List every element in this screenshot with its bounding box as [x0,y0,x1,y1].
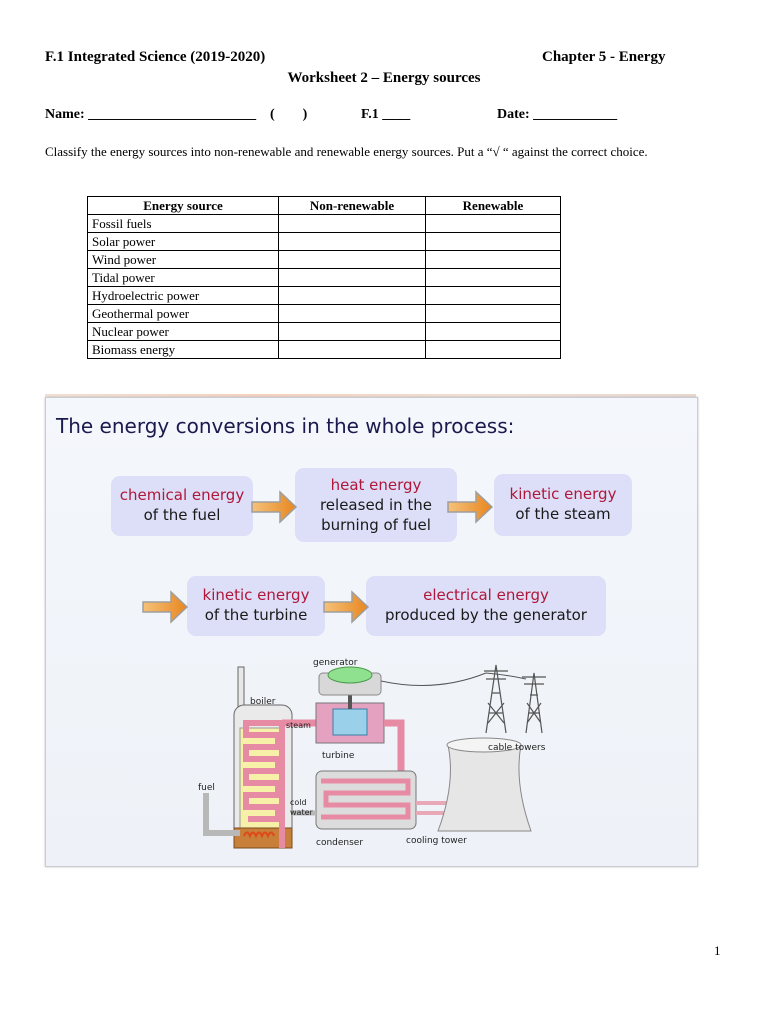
row-label: Geothermal power [88,305,279,323]
cold-label: cold [290,798,307,807]
cable-tower-icon [484,665,546,733]
worksheet-title: Worksheet 2 – Energy sources [287,70,481,86]
non-renewable-cell[interactable] [279,287,426,305]
renewable-cell[interactable] [426,323,561,341]
table-row [88,233,561,251]
step-main-text: chemical energy [119,486,245,504]
table-header-row [88,197,561,215]
table-row [88,269,561,287]
table-row [88,251,561,269]
renewable-cell[interactable] [426,251,561,269]
renewable-cell[interactable] [426,287,561,305]
turbine-label: turbine [322,751,355,761]
table-row [88,323,561,341]
header-non-renewable: Non-renewable [279,197,426,215]
date-field[interactable]: Date: ____________ [497,107,618,122]
renewable-cell[interactable] [426,305,561,323]
step-main-text: kinetic energy [509,485,617,503]
condenser-icon [316,771,416,829]
table-row [88,287,561,305]
generator-icon [319,667,381,695]
arrow-icon [448,492,492,522]
non-renewable-cell[interactable] [279,251,426,269]
arrow-icon [252,492,296,522]
cooling-tower-label: cooling tower [406,836,467,846]
cable-towers-label: cable towers [488,743,546,753]
renewable-cell[interactable] [426,269,561,287]
row-label: Biomass energy [88,341,279,359]
non-renewable-cell[interactable] [279,215,426,233]
non-renewable-cell[interactable] [279,233,426,251]
steam-label: steam [286,721,311,730]
name-field[interactable]: Name: ________________________ [45,107,257,122]
table-row [88,215,561,233]
table-row [88,305,561,323]
step-sub-text: released in the burning of fuel [319,496,433,534]
course-title: F.1 Integrated Science (2019-2020) [45,49,266,65]
non-renewable-cell[interactable] [279,341,426,359]
boiler-label: boiler [250,697,276,707]
table-row [88,341,561,359]
row-label: Solar power [88,233,279,251]
row-label: Hydroelectric power [88,287,279,305]
header-renewable: Renewable [426,197,561,215]
row-label: Nuclear power [88,323,279,341]
renewable-cell[interactable] [426,341,561,359]
step-sub-text: of the fuel [143,506,221,524]
step-sub-text: of the turbine [204,606,308,624]
class-number-field[interactable]: ( ) [270,107,308,122]
arrow-icon [143,592,187,622]
chapter-title: Chapter 5 - Energy [542,49,666,65]
energy-conversion-panel [45,397,698,867]
step-sub-text: produced by the generator [385,606,587,624]
arrow-icon [324,592,368,622]
non-renewable-cell[interactable] [279,323,426,341]
page-number: 1 [714,943,721,958]
renewable-cell[interactable] [426,215,561,233]
condenser-label: condenser [316,838,364,848]
instruction-text: Classify the energy sources into non-renewable and renewable energy sources. Put a “√ “ against the correct choice. [45,144,648,159]
form-field[interactable]: F.1 ____ [361,107,411,122]
non-renewable-cell[interactable] [279,305,426,323]
row-label: Wind power [88,251,279,269]
energy-source-table [87,196,561,359]
non-renewable-cell[interactable] [279,269,426,287]
fuel-label: fuel [198,783,215,793]
row-label: Fossil fuels [88,215,279,233]
step-main-text: electrical energy [423,586,549,604]
row-label: Tidal power [88,269,279,287]
step-main-text: heat energy [330,476,422,494]
step-main-text: kinetic energy [202,586,310,604]
renewable-cell[interactable] [426,233,561,251]
water-label: water [290,808,313,817]
diagram-title: The energy conversions in the whole process: [56,414,515,438]
generator-label: generator [313,658,358,668]
power-station-illustration [186,653,566,858]
header-energy-source: Energy source [88,197,279,215]
step-sub-text: of the steam [515,505,611,523]
